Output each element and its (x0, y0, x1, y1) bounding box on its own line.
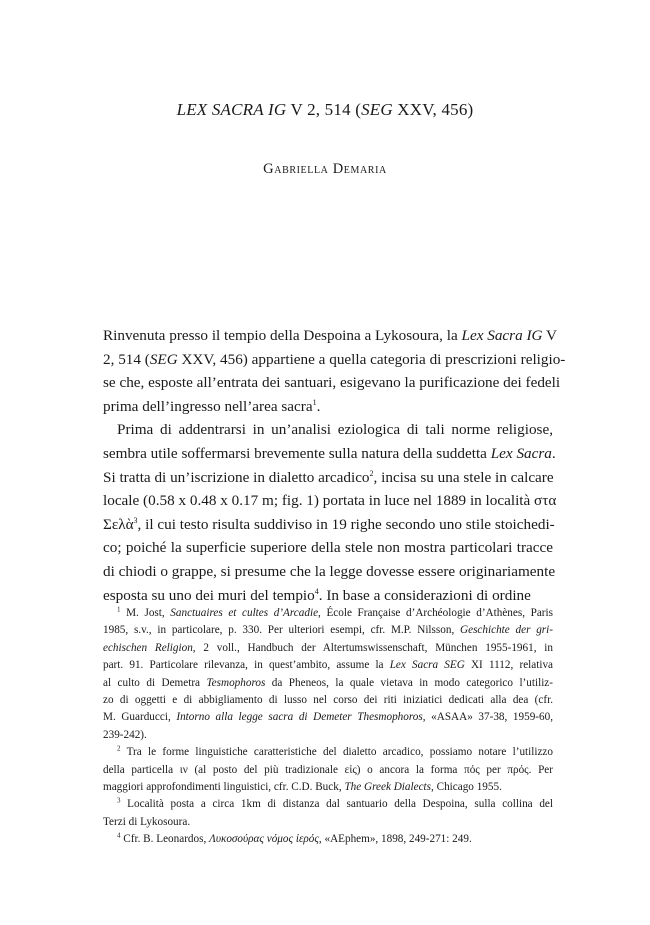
footnote-1 (103, 605, 553, 744)
text-line (103, 513, 553, 537)
title-roman-part-2: XXV, 456) (392, 100, 474, 119)
footnote-marker: 1 (312, 397, 317, 407)
text-run: da Pheneos, la quale vietava in modo categorico l’utiliz- (265, 676, 553, 689)
text-run: , École Française d’Archéologie d’Athènes, Paris (318, 607, 553, 619)
footnote-line (103, 727, 553, 744)
footnote-marker: 4 (314, 586, 319, 596)
text-run: Cfr. B. Leonardos, (120, 833, 210, 846)
text-run: 1985, s.v., in particolare, p. 330. Per ulteriori esempi, cfr. M.P. Nilsson, (103, 624, 461, 637)
footnote-line (103, 796, 553, 813)
italic-run: Lex Sacra (490, 444, 552, 462)
text-line (103, 418, 553, 442)
paragraph-2 (103, 418, 557, 607)
text-line (103, 466, 553, 490)
footnote-line (103, 814, 553, 831)
footnote-line (103, 605, 553, 622)
text-run: V (542, 327, 557, 344)
text-line (103, 371, 561, 395)
title-italic-lex-sacra-ig: LEX SACRA IG (176, 100, 287, 119)
text-run: , 2 voll., Handbuch der Altertumswissenschaft, München 1955-1961, in (192, 641, 553, 654)
footnote-marker: 2 (369, 468, 374, 478)
footnote-line (103, 709, 553, 726)
footnote-2 (103, 744, 553, 796)
text-line (103, 395, 553, 419)
footnote-3 (103, 796, 553, 831)
text-run: se che, esposte all’entrata dei santuari, esigevano la purificazione dei fedeli (103, 374, 561, 392)
text-run: Terzi di Lykosoura. (103, 815, 191, 828)
text-run: della particella ιν (al posto del più tradizionale εἰς) o ancora la forma πός per πρός. Per (103, 763, 553, 776)
footnote-marker: 4 (117, 831, 121, 840)
text-run: Si tratta di un’iscrizione in dialetto arcadico (103, 468, 370, 486)
italic-run: Tesmophoros (206, 676, 266, 689)
text-run: maggiori approfondimenti linguistici, cfr. C.D. Buck, (103, 781, 345, 794)
title-italic-seg: SEG (361, 100, 393, 119)
text-run: . In base a considerazioni di ordine (318, 586, 531, 604)
italic-run: Λυκοσούρας νόμος ἱερός (209, 833, 319, 846)
text-run: XI 1112, relativa (464, 659, 554, 672)
footnote-line (103, 640, 553, 657)
text-run: XXV, 456) appartiene a quella categoria di prescrizioni religio- (177, 350, 566, 368)
body-text (103, 324, 566, 607)
italic-run: SEG (149, 350, 178, 368)
footnotes (103, 605, 553, 849)
footnote-marker: 1 (117, 605, 121, 614)
footnote-line (103, 692, 553, 709)
paragraph-1 (103, 324, 566, 418)
footnote-marker: 3 (117, 796, 121, 805)
text-line (103, 442, 556, 466)
text-run: M. Jost, (120, 607, 171, 619)
text-line (103, 560, 556, 584)
text-run: di chiodi o grappe, si presume che la legge dovesse essere originariamente (103, 562, 556, 580)
text-run: zo di oggetti e di abbigliamento di lusso nel corso dei riti iniziatici dedicati alla dea (cfr. (103, 694, 553, 707)
text-run: , Chicago 1955. (431, 781, 502, 794)
text-line (103, 348, 566, 372)
italic-run: Lex Sacra IG (461, 327, 543, 344)
text-run: . (316, 397, 321, 415)
footnote-line (103, 744, 553, 761)
text-run: , «AEphem», 1898, 249-271: 249. (318, 833, 472, 846)
text-run: 2, 514 ( (103, 350, 150, 368)
text-run: Prima di addentrarsi in un’analisi eziologica di tali norme religiose, (117, 421, 553, 439)
footnote-line (103, 622, 553, 639)
text-run: locale (0.58 x 0.48 x 0.17 m; fig. 1) portata in luce nel 1889 in località στα (103, 492, 557, 510)
footnote-marker: 2 (117, 744, 121, 753)
text-run: al culto di Demetra (103, 676, 207, 689)
footnote-line (103, 831, 553, 848)
text-run: esposta su uno dei muri del tempio (103, 586, 315, 604)
italic-run: Intorno alla legge sacra di Demeter Thesmophoros (176, 711, 423, 724)
italic-run: echischen Religion (103, 641, 193, 654)
text-run: Località posta a circa 1km di distanza dal santuario della Despoina, sulla collina del (120, 798, 553, 811)
text-run: Rinvenuta presso il tempio della Despoina a Lykosoura, la (103, 327, 462, 344)
text-run: , il cui testo risulta suddiviso in 19 righe secondo uno stile stoichedi- (137, 515, 555, 533)
footnote-line (103, 657, 553, 674)
italic-run: Sanctuaires et cultes d’Arcadie (170, 607, 319, 619)
text-run: prima dell’ingresso nell’area sacra (103, 397, 313, 415)
italic-run: Geschichte der gri- (460, 624, 553, 637)
footnote-4 (103, 831, 553, 848)
text-line (103, 584, 553, 608)
text-run: part. 91. Particolare rilevanza, in quest’ambito, assume la (103, 659, 390, 672)
text-run: Σελὰ (103, 515, 134, 533)
text-line (103, 324, 557, 348)
text-run: , «ASAA» 37-38, 1959-60, (422, 711, 553, 724)
article-title (0, 100, 650, 120)
footnote-marker: 3 (133, 515, 138, 525)
italic-run: The Greek Dialects (344, 781, 432, 794)
text-run: co; poiché la superficie superiore della stele non mostra particolari tracce (103, 539, 553, 557)
text-run: . (551, 444, 556, 462)
text-run: Tra le forme linguistiche caratteristiche del dialetto arcadico, possiamo notare l’utilizzo (120, 746, 553, 759)
footnote-line (103, 779, 553, 796)
title-roman-part-1: V 2, 514 ( (286, 100, 362, 119)
text-run: sembra utile soffermarsi brevemente sulla natura della suddetta (103, 444, 491, 462)
footnote-line (103, 762, 553, 779)
text-line (103, 489, 557, 513)
text-run: 239-242). (103, 728, 147, 741)
italic-run: Lex Sacra SEG (389, 659, 465, 672)
text-run: , incisa su una stele in calcare (373, 468, 554, 486)
text-line (103, 536, 553, 560)
article-author: Gabriella Demaria (263, 161, 387, 177)
text-run: M. Guarducci, (103, 711, 177, 724)
footnote-line (103, 675, 553, 692)
